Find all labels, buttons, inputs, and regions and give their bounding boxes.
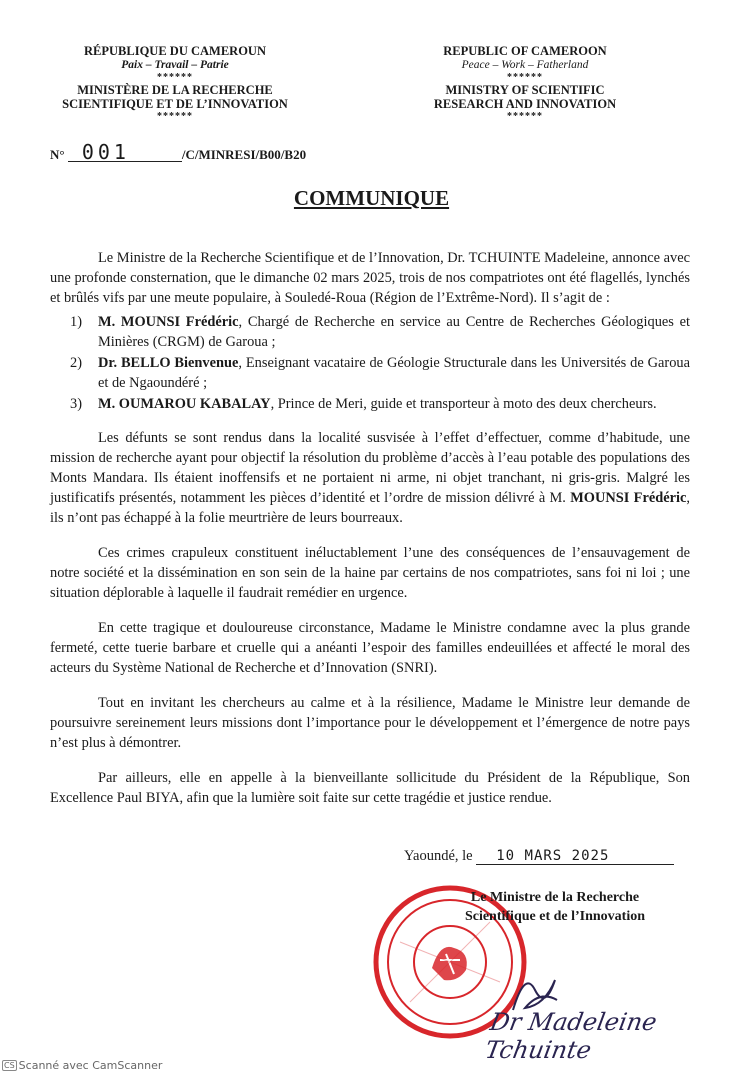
stars: ****** <box>157 111 193 122</box>
paragraph-resilience: Tout en invitant les chercheurs au calme et à la résilience, Madame le Ministre leur demande de poursuivre sereinement leurs missions dont l’importance pour le développement et l’émergence de notre pays n’est plus à démontrer. <box>50 695 690 751</box>
victim-name: Dr. BELLO Bienvenue <box>98 355 239 371</box>
stars: ****** <box>507 111 543 122</box>
ministry-en-line2: RESEARCH AND INNOVATION <box>433 97 617 111</box>
signatory-title <box>440 888 670 926</box>
header-left <box>40 44 310 122</box>
victim-description: , Enseignant vacataire de Géologie Structurale dans les Universités de Garoua et de Ngaoundéré ; <box>98 355 690 391</box>
ministry-fr-line1: MINISTÈRE DE LA RECHERCHE <box>77 83 273 97</box>
document-body <box>50 248 690 823</box>
list-item <box>50 312 690 352</box>
ministry-fr-line2: SCIENTIFIQUE ET DE L’INNOVATION <box>62 97 288 111</box>
paragraph-text: Les défunts se sont rendus dans la localité susvisée à l’effet d’effectuer, comme d’habitude, une mission de recherche ayant pour objectif la résolution du problème d’accès à l’eau potable des populations des Monts Mandara. Ils étaient inoffensifs et ne portaient ni arme, ni objet tranchant, ni gris-gris. Malgré les justificatifs présentés, notamment les pièces d’identité et l’ordre de mission délivré à M. <box>50 430 690 506</box>
paragraph-condemnation: En cette tragique et douloureuse circonstance, Madame le Ministre condamne avec la plus grande fermeté, cette tuerie barbare et cruelle qui a anéanti l’espoir des familles endeuillées et affecté le moral des acteurs du Système National de Recherche et d’Innovation (SNRI). <box>50 620 690 676</box>
victim-description: , Chargé de Recherche en service au Centre de Recherches Géologiques et Minières (CRGM) de Garoua ; <box>98 314 690 350</box>
victim-description: , Prince de Meri, guide et transporteur à moto des deux chercheurs. <box>270 396 657 412</box>
header-right <box>400 44 650 122</box>
document-title: COMMUNIQUE <box>293 186 450 210</box>
handwritten-signature: Dr Madeleine Tchuinte <box>483 1008 659 1064</box>
list-number: 2) <box>70 355 82 371</box>
scanner-footer <box>2 1059 162 1072</box>
country-en: REPUBLIC OF CAMEROON <box>443 44 607 58</box>
victims-list <box>50 312 690 414</box>
ministry-en-line1: MINISTRY OF SCIENTIFIC <box>445 83 605 97</box>
reference-suffix: /C/MINRESI/B00/B20 <box>181 147 307 162</box>
victim-name: M. OUMAROU KABALAY <box>98 396 271 412</box>
country-fr: RÉPUBLIQUE DU CAMEROUN <box>84 44 266 58</box>
stars: ****** <box>507 72 543 83</box>
list-item <box>50 394 690 414</box>
list-number: 3) <box>70 396 82 412</box>
date-label: Yaoundé, le <box>404 848 473 864</box>
date-line <box>404 848 674 865</box>
motto-en: Peace – Work – Fatherland <box>461 59 589 71</box>
emphasized-name: MOUNSI Frédéric <box>570 490 687 506</box>
footer-text: Scanné avec CamScanner <box>18 1059 163 1072</box>
list-item <box>50 353 690 393</box>
paragraph-mission <box>50 428 690 528</box>
victim-name: M. MOUNSI Frédéric <box>98 314 239 330</box>
camscanner-icon: CS <box>4 1061 15 1070</box>
reference-prefix: N° <box>50 147 65 162</box>
paragraph-appeal: Par ailleurs, elle en appelle à la bienveillante sollicitude du Président de la République, Son Excellence Paul BIYA, afin que la lumière soit faite sur cette tragédie et justice rendue. <box>50 770 690 806</box>
paragraph-crimes: Ces crimes crapuleux constituent inéluctablement l’une des conséquences de l’ensauvagement de notre société et la dissémination en son sein de la haine par certains de nos compatriotes, sans foi ni loi ; une situation déplorable à laquelle il faudrait remédier en urgence. <box>50 545 690 601</box>
reference-number <box>50 140 307 164</box>
intro-paragraph: Le Ministre de la Recherche Scientifique et de l’Innovation, Dr. TCHUINTE Madeleine, annonce avec une profonde consternation, que le dimanche 02 mars 2025, trois de nos compatriotes ont été flagellés, lynchés et brûlés vifs par une meute populaire, à Souledé-Roua (Région de l’Extrême-Nord). Il s’agit de : <box>50 250 690 306</box>
date-stamped-value: 10 MARS 2025 <box>476 848 674 865</box>
list-number: 1) <box>70 314 82 330</box>
signatory-title-line2: Scientifique et de l’Innovation <box>464 909 646 924</box>
signatory-title-line1: Le Ministre de la Recherche <box>470 890 640 905</box>
paragraph-text: , ils n’ont pas échappé à la folie meurtrière de leurs bourreaux. <box>50 490 691 526</box>
stars: ****** <box>157 72 193 83</box>
motto-fr: Paix – Travail – Patrie <box>121 59 229 71</box>
reference-handwritten-number: 001 <box>68 143 182 162</box>
